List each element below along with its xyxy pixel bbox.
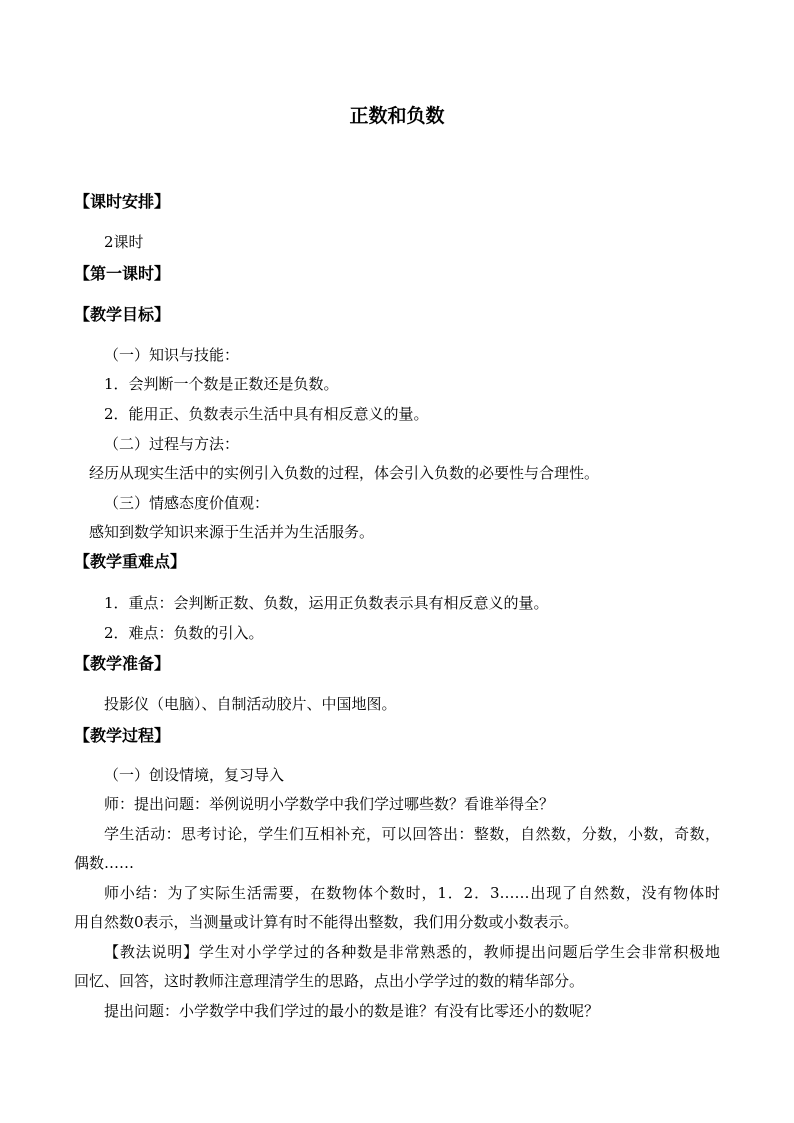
process-line: 用自然数0表示，当测量或计算有时不能得出整数，我们用分数或小数表示。 <box>74 913 579 931</box>
process-line: 偶数…… <box>74 854 135 872</box>
goals-line: （二）过程与方法： <box>104 435 240 453</box>
section-heading-key-points: 【教学重难点】 <box>74 552 187 571</box>
schedule-text: 2课时 <box>104 233 144 251</box>
goals-line: 感知到数学知识来源于生活并为生活服务。 <box>89 523 375 541</box>
section-heading-goals: 【教学目标】 <box>74 305 171 324</box>
goals-line: 2．能用正、负数表示生活中具有相反意义的量。 <box>104 405 429 423</box>
key-point-line: 2．难点：负数的引入。 <box>104 624 264 642</box>
section-heading-process: 【教学过程】 <box>74 726 171 745</box>
process-line: 学生活动：思考讨论，学生们互相补充，可以回答出：整数，自然数，分数，小数，奇数， <box>104 825 720 843</box>
goals-line: （一）知识与技能： <box>104 346 240 364</box>
process-line: 师小结：为了实际生活需要，在数物体个数时，1．2．3……出现了自然数，没有物体时 <box>104 884 720 902</box>
process-line: 【教法说明】学生对小学学过的各种数是非常熟悉的，教师提出问题后学生会非常积极地 <box>104 943 720 961</box>
page-title: 正数和负数 <box>349 105 445 127</box>
process-line: 回忆、回答，这时教师注意理清学生的思路，点出小学学过的数的精华部分。 <box>74 972 585 990</box>
section-heading-first-lesson: 【第一课时】 <box>74 264 171 283</box>
key-point-line: 1．重点：会判断正数、负数，运用正负数表示具有相反意义的量。 <box>104 594 549 612</box>
goals-line: （三）情感态度价值观： <box>104 494 270 512</box>
goals-line: 经历从现实生活中的实例引入负数的过程，体会引入负数的必要性与合理性。 <box>89 464 600 482</box>
section-heading-preparation: 【教学准备】 <box>74 654 171 673</box>
process-line: （一）创设情境，复习导入 <box>104 766 285 784</box>
process-line: 提出问题：小学数学中我们学过的最小的数是谁？有没有比零还小的数呢？ <box>104 1002 600 1020</box>
preparation-text: 投影仪（电脑）、自制活动胶片、中国地图。 <box>104 695 397 713</box>
section-heading-schedule: 【课时安排】 <box>74 192 171 211</box>
process-line: 师：提出问题：举例说明小学数学中我们学过哪些数？看谁举得全？ <box>104 795 555 813</box>
goals-line: 1．会判断一个数是正数还是负数。 <box>104 375 339 393</box>
